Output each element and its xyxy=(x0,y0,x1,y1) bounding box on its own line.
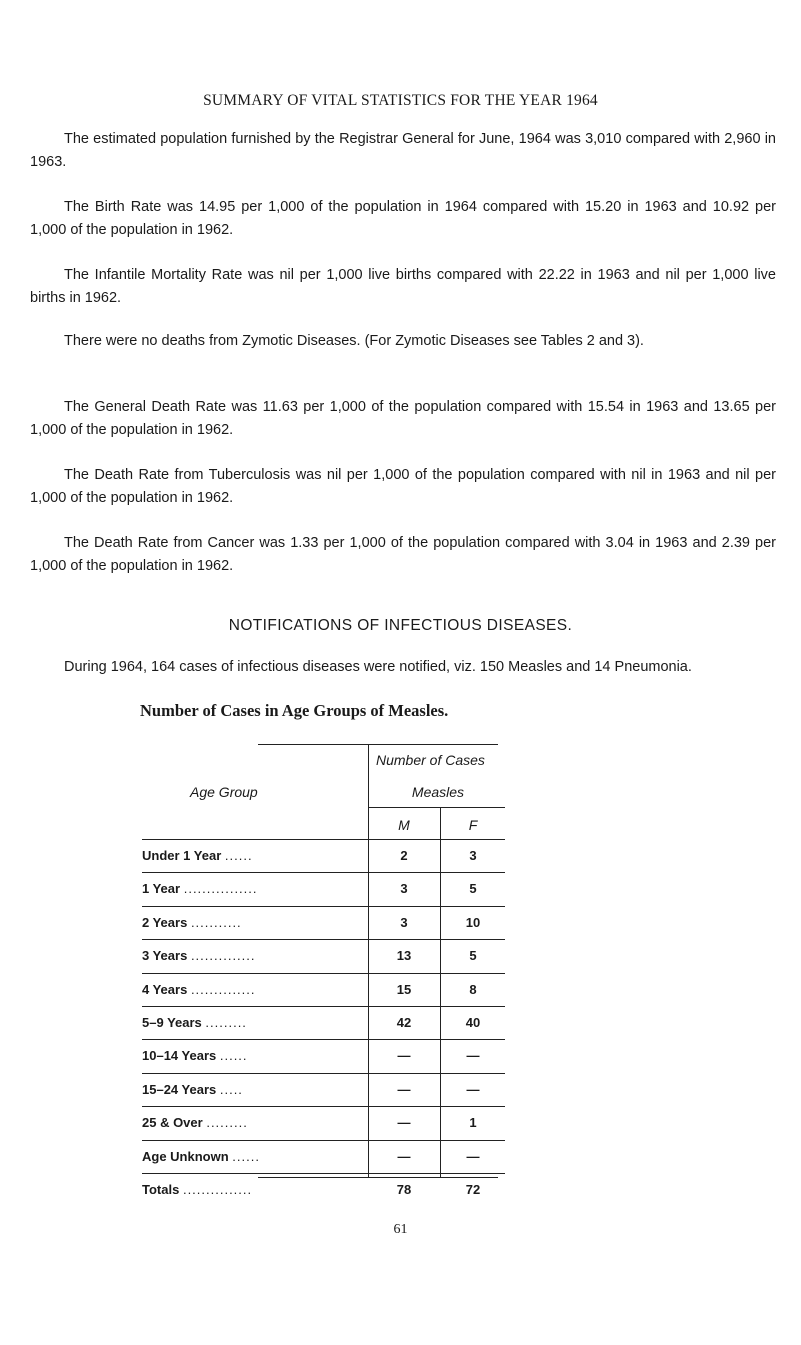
leader-dots: ...... xyxy=(219,1048,248,1063)
table-cell-male: 3 xyxy=(400,915,408,930)
table-row-label xyxy=(142,1048,362,1064)
leader-dots: ...... xyxy=(224,848,253,863)
table-row-label xyxy=(142,881,362,897)
table-row-rule xyxy=(142,906,505,907)
leader-dots: ........... xyxy=(190,915,242,930)
table-cell-male: 42 xyxy=(396,1015,412,1030)
table-cell-male: — xyxy=(397,1115,411,1130)
paragraph-zymotic: There were no deaths from Zymotic Diseases. (For Zymotic Diseases see Tables 2 and 3). xyxy=(64,333,644,349)
leader-dots: .............. xyxy=(190,982,256,997)
table-row-label xyxy=(142,1115,362,1131)
table-cell-male: — xyxy=(397,1048,411,1063)
table-row-label xyxy=(142,1149,362,1165)
table-cell-female: 3 xyxy=(469,848,477,863)
table-cell-male: — xyxy=(397,1149,411,1164)
table-row-label xyxy=(142,1015,362,1031)
table-cell-female: — xyxy=(466,1048,480,1063)
age-group-label: 25 & Over xyxy=(142,1115,203,1130)
paragraph-infantile-mortality: The Infantile Mortality Rate was nil per 1,000 live births compared with 22.22 in 1963 and nil per 1,000 live births in 1962. xyxy=(30,267,776,306)
header-age-group: Age Group xyxy=(190,784,258,800)
table-cell-female: — xyxy=(466,1149,480,1164)
age-group-label: 15–24 Years xyxy=(142,1082,217,1097)
age-group-label: 4 Years xyxy=(142,982,188,997)
age-group-label: 10–14 Years xyxy=(142,1048,217,1063)
header-m: M xyxy=(398,817,410,833)
table-cell-male: 78 xyxy=(396,1182,412,1197)
table-row-rule xyxy=(142,1106,505,1107)
table-heading: Number of Cases in Age Groups of Measles. xyxy=(140,701,449,720)
table-row-label xyxy=(142,848,362,864)
table-cell-male: 13 xyxy=(396,948,412,963)
table-cell-male: 2 xyxy=(400,848,408,863)
paragraph-tuberculosis: The Death Rate from Tuberculosis was nil per 1,000 of the population compared with nil in 1963 and nil per 1,000 of the population in 1962. xyxy=(30,467,776,506)
table-row-label xyxy=(142,915,362,931)
table-row-label xyxy=(142,948,362,964)
table-cell-female: — xyxy=(466,1082,480,1097)
table-row-rule xyxy=(142,839,505,840)
age-group-label: Totals xyxy=(142,1182,180,1197)
age-group-label: Age Unknown xyxy=(142,1149,229,1164)
header-number-of-cases: Number of Cases xyxy=(376,752,485,768)
table-cell-female: 1 xyxy=(469,1115,477,1130)
document-title: SUMMARY OF VITAL STATISTICS FOR THE YEAR 1964 xyxy=(203,92,598,109)
leader-dots: ......... xyxy=(206,1115,248,1130)
header-measles: Measles xyxy=(411,784,465,800)
notifications-heading: NOTIFICATIONS OF INFECTIOUS DISEASES. xyxy=(228,617,573,634)
table-bottom-rule xyxy=(258,1177,498,1178)
table-cell-male: 3 xyxy=(400,881,408,896)
table-rule-measles xyxy=(369,807,505,808)
age-group-label: 1 Year xyxy=(142,881,181,896)
paragraph-cancer: The Death Rate from Cancer was 1.33 per 1,000 of the population compared with 3.04 in 1963 and 2.39 per 1,000 of the population in 1962. xyxy=(30,535,776,574)
table-vrule-age xyxy=(368,744,369,1177)
age-group-label: 2 Years xyxy=(142,915,188,930)
page-number: 61 xyxy=(393,1222,408,1237)
table-cell-female: 40 xyxy=(465,1015,481,1030)
table-row-rule xyxy=(142,1006,505,1007)
table-row-rule xyxy=(142,1039,505,1040)
leader-dots: .............. xyxy=(190,948,256,963)
table-cell-male: 15 xyxy=(396,982,412,997)
table-row-rule xyxy=(142,1173,505,1174)
table-row-rule xyxy=(142,939,505,940)
leader-dots: ...... xyxy=(232,1149,260,1164)
table-top-rule xyxy=(258,744,498,745)
table-cell-female: 8 xyxy=(469,982,477,997)
table-row-rule xyxy=(142,1073,505,1074)
table-cell-female: 72 xyxy=(465,1182,481,1197)
leader-dots: ..... xyxy=(219,1082,243,1097)
table-row-rule xyxy=(142,1140,505,1141)
table-cell-female: 10 xyxy=(465,915,481,930)
table-row-label xyxy=(142,982,362,998)
header-f: F xyxy=(468,817,478,833)
table-row-rule xyxy=(142,872,505,873)
table-cell-female: 5 xyxy=(469,881,477,896)
age-group-label: 5–9 Years xyxy=(142,1015,202,1030)
leader-dots: ............... xyxy=(182,1182,253,1197)
age-group-label: Under 1 Year xyxy=(142,848,222,863)
table-cell-male: — xyxy=(397,1082,411,1097)
paragraph-birth-rate: The Birth Rate was 14.95 per 1,000 of the population in 1964 compared with 15.20 in 1963 and 10.92 per 1,000 of the population in 1962. xyxy=(30,199,776,238)
paragraph-general-death-rate: The General Death Rate was 11.63 per 1,000 of the population compared with 15.54 in 1963 and 13.65 per 1,000 of the population in 1962. xyxy=(30,399,776,438)
table-row-rule xyxy=(142,973,505,974)
table-row-label xyxy=(142,1082,362,1098)
table-row-label xyxy=(142,1182,362,1198)
leader-dots: ......... xyxy=(205,1015,247,1030)
paragraph-population: The estimated population furnished by the Registrar General for June, 1964 was 3,010 compared with 2,960 in 1963. xyxy=(30,131,776,170)
leader-dots: ................ xyxy=(183,881,258,896)
age-group-label: 3 Years xyxy=(142,948,188,963)
paragraph-notifications: During 1964, 164 cases of infectious diseases were notified, viz. 150 Measles and 14 Pneumonia. xyxy=(64,659,692,675)
table-cell-female: 5 xyxy=(469,948,477,963)
